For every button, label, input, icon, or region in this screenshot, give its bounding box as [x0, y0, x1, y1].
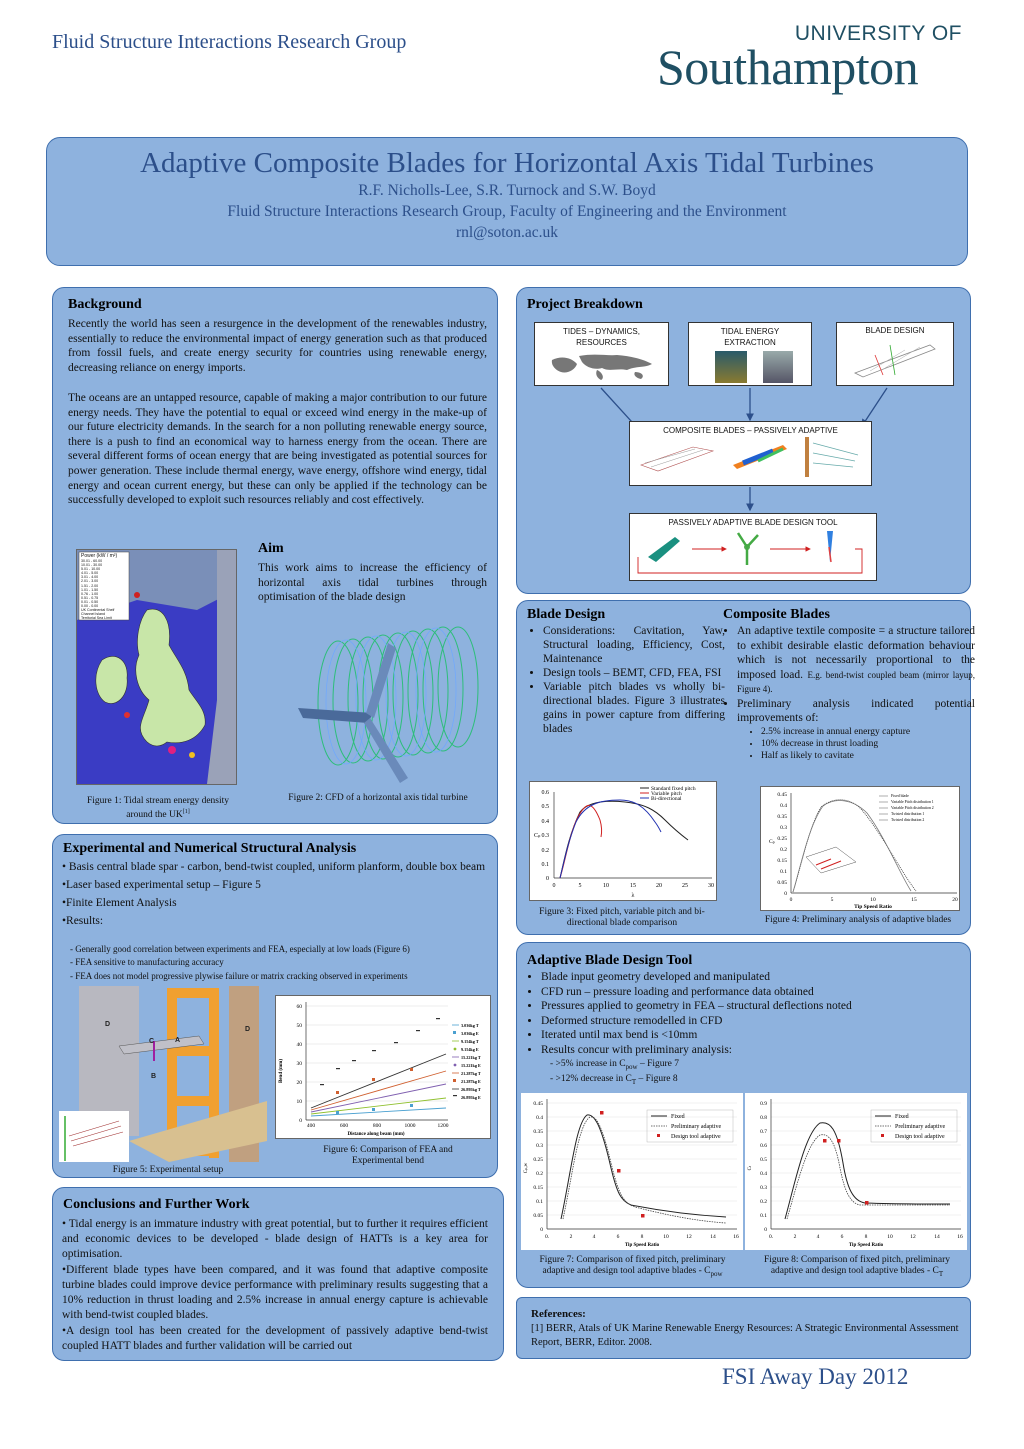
fig8-xtick: 16: [957, 1234, 963, 1240]
fig6-xtick: 1200: [437, 1123, 449, 1129]
map-legend-item: 2.01 - 3.00: [81, 579, 99, 584]
figure-8-caption: [751, 1255, 963, 1280]
fig6-ylabel: Bend (mm): [279, 1058, 284, 1084]
experimental-sub-item: - Generally good correlation between experiments and FEA, especially at low loads (Figure 6): [70, 944, 410, 954]
fig8-xtick: 2: [793, 1234, 797, 1240]
figure-5-setup: [59, 986, 267, 1162]
fig8-xtick: 4: [816, 1234, 820, 1240]
adaptive-tool-panel: [516, 942, 971, 1288]
fig3-ytick: 0.3: [541, 833, 549, 839]
fig6-legend: 3.036kg T: [461, 1023, 479, 1028]
figure-3-caption: Figure 3: Fixed pitch, variable pitch and bi-directional blade comparison: [539, 907, 705, 928]
fig4-legend: Variable Pitch distribution 1: [891, 800, 934, 804]
conclusions-item: •Different blade types have been compared, and it was found that adaptive composite turbine blades could improve device performance with preliminary results suggesting that a 10% reduction in thrust loading and 2.5% increase in annual energy capture is achievable with bend-twist coupled blades.: [62, 1264, 488, 1321]
fig7-xtick: 6: [616, 1234, 620, 1240]
figure-4-caption: Figure 4: Preliminary analysis of adaptive blades: [764, 915, 952, 925]
fig7-legend: Fixed: [671, 1114, 685, 1120]
fig8-ytick: 0.4: [760, 1171, 767, 1177]
figure-6-chart: [275, 995, 491, 1139]
map-legend-item: 0.51 - 0.75: [81, 595, 99, 600]
box-composite-label: COMPOSITE BLADES – PASSIVELY ADAPTIVE: [663, 426, 838, 435]
fig7-ytick: 0.2: [536, 1171, 543, 1177]
fig6-legend: 15.221kg T: [461, 1055, 481, 1060]
experimental-sub-item: - FEA sensitive to manufacturing accuracy: [70, 957, 224, 968]
blade-design-heading: Blade Design: [527, 607, 606, 622]
adaptive-tool-sub-item-post: – Figure 8: [636, 1073, 678, 1084]
fig7-ytick: 0.45: [533, 1101, 543, 1107]
box-design-tool: [629, 513, 877, 581]
composite-item-text: Preliminary analysis indicated potential improvements of:: [737, 697, 975, 724]
map-legend-item: UK Continental Shelf: [81, 608, 115, 613]
conclusions-heading: Conclusions and Further Work: [63, 1197, 250, 1212]
composite-item-small: E.g. bend-twist coupled beam (mirror layup, Figure 4).: [737, 669, 975, 694]
fig6-legend: 9.154kg E: [461, 1047, 479, 1052]
fig6-xlabel: Distance along beam (mm): [347, 1132, 405, 1137]
figure-8-chart: [745, 1093, 967, 1250]
fig3-legend-2: Variable pitch: [651, 791, 682, 797]
adaptive-tool-sub-item-post: – Figure 7: [637, 1059, 680, 1069]
fig3-ylabel: Cₚ: [534, 833, 541, 839]
blade-design-item: [543, 666, 725, 680]
adaptive-tool-sub-item-text: - >5% increase in C: [550, 1059, 626, 1069]
fig3-legend-1: Standard fixed pitch: [651, 786, 696, 792]
experimental-item: •Results:: [62, 915, 104, 927]
setup-label-b: B: [151, 1073, 157, 1080]
figure-1-caption: [73, 796, 243, 821]
fig4-xtick: 20: [952, 897, 958, 903]
fig7-xtick: 12: [686, 1234, 692, 1240]
design-tool-loop: [630, 527, 876, 577]
map-legend-item: 0.00 - 0.00: [81, 604, 99, 609]
fig8-svg: [745, 1093, 967, 1250]
fig4-ytick: 0.05: [777, 880, 787, 886]
fig3-ytick: 0: [546, 876, 549, 882]
fig8-xtick: 0.: [768, 1234, 774, 1240]
fig7-ytick: 0: [540, 1227, 543, 1233]
cfd-turbine-graphic: [278, 613, 488, 791]
fig4-legend: Twisted distribution 2: [891, 818, 925, 822]
fig7-xtick: 2: [569, 1234, 573, 1240]
setup-label-c: C: [149, 1038, 155, 1045]
fig7-ytick: 0.35: [533, 1129, 543, 1135]
fig3-xtick: 25: [682, 883, 688, 889]
background-para1: Recently the world has seen a resurgence in the development of the renewables industry, essentially to reduce the environmental impact of energy generation such as that produced from fossil fuels, and create energy security for countries using renewable energy, decreasing reliance on energy imports.: [68, 318, 487, 374]
fig7-xtick: 10: [663, 1234, 669, 1240]
composite-blade-images: [633, 435, 869, 479]
fig4-ytick: 0.1: [780, 869, 787, 875]
fig7-ytick: 0.05: [533, 1213, 543, 1219]
fig4-xlabel: Tip Speed Ratio: [854, 904, 892, 910]
box-blade-design-label: BLADE DESIGN: [865, 326, 925, 335]
fig8-ytick: 0.8: [760, 1115, 767, 1121]
fig7-ytick: 0.4: [536, 1115, 543, 1121]
background-panel: [52, 287, 498, 824]
event-footer: FSI Away Day 2012: [722, 1364, 909, 1389]
blade-design-list: [529, 624, 725, 736]
group-name: Fluid Structure Interactions Research Group: [52, 31, 407, 53]
map-legend-item: Territorial Sea Limit: [81, 616, 112, 621]
fig6-ytick: 30: [296, 1061, 302, 1067]
fig8-xtick: 10: [887, 1234, 893, 1240]
figure-4-chart: [760, 786, 960, 911]
blade-design-item: [543, 680, 725, 736]
blade-sketch-icon: [845, 335, 945, 379]
adaptive-tool-sub-list: [550, 1058, 679, 1088]
map-legend-item: 3.01 - 4.00: [81, 575, 99, 580]
fig6-xtick: 800: [372, 1123, 382, 1129]
adaptive-tool-sub-item-sub: T: [631, 1077, 637, 1086]
fig6-legend: 21.287kg T: [461, 1071, 481, 1076]
adaptive-tool-item-text: Results concur with preliminary analysis:: [541, 1043, 732, 1056]
adaptive-tool-item: [541, 999, 976, 1014]
map-legend-title: Power (kW / m²): [81, 553, 118, 559]
adaptive-tool-item: [541, 985, 976, 1000]
background-heading: Background: [68, 297, 142, 312]
adaptive-tool-item: [541, 1014, 976, 1029]
fig4-legend: Variable Pitch distribution 2: [891, 806, 934, 810]
fig7-legend: Preliminary adaptive: [671, 1124, 722, 1130]
map-legend-item: 1.51 - 2.00: [81, 583, 99, 588]
fig3-svg: [530, 782, 716, 900]
aim-heading: Aim: [258, 541, 284, 556]
experimental-panel: [52, 834, 498, 1178]
figure-3-chart: [529, 781, 717, 901]
fig8-xlabel: Tip Speed Ratio: [848, 1243, 884, 1248]
fig3-xtick: 30: [708, 883, 714, 889]
poster-title: Adaptive Composite Blades for Horizontal Axis Tidal Turbines: [140, 147, 874, 179]
figure-7-caption-text: Figure 7: Comparison of fixed pitch, preliminary adaptive and design tool adaptive blades - C: [539, 1255, 726, 1276]
fig4-ytick: 0.45: [777, 792, 787, 798]
adaptive-tool-item: [541, 1043, 976, 1058]
fig7-xlabel: Tip Speed Ratio: [624, 1243, 660, 1248]
adaptive-tool-item-text: CFD run – pressure loading and performance data obtained: [541, 985, 814, 998]
fig4-xtick: 10: [870, 897, 876, 903]
fig3-xtick: 20: [656, 883, 662, 889]
composite-blades-list: [723, 624, 975, 762]
adaptive-tool-item-text: Iterated until max bend is <10mm: [541, 1029, 698, 1042]
figure-7-caption: [525, 1255, 740, 1280]
fig4-ytick: 0.4: [780, 803, 787, 809]
adaptive-tool-list: [527, 970, 976, 1058]
fig3-xtick: 15: [630, 883, 636, 889]
fig8-ytick: 0.3: [760, 1185, 767, 1191]
references-heading: References:: [531, 1308, 586, 1320]
fig7-xtick: 4: [592, 1234, 596, 1240]
box-tides: [534, 322, 669, 386]
fig4-xtick: 0: [789, 897, 793, 903]
blade-design-item-text: Considerations: Cavitation, Yaw, Structural loading, Efficiency, Cost, Maintenance: [543, 625, 725, 665]
fig8-ytick: 0.5: [760, 1157, 767, 1163]
setup-label-d2: D: [245, 1026, 251, 1033]
authors: R.F. Nicholls-Lee, S.R. Turnock and S.W. Boyd: [358, 182, 656, 199]
map-legend: [81, 559, 127, 620]
project-breakdown-heading: Project Breakdown: [527, 297, 643, 312]
map-legend-item: 4.01 - 5.00: [81, 571, 99, 576]
fig8-legend: Preliminary adaptive: [895, 1124, 946, 1130]
conclusions-list: [62, 1217, 488, 1354]
conclusions-item: •A design tool has been created for the development of passively adaptive bend-twist coupled HATT blades and further validation will be carried out: [62, 1325, 488, 1352]
affiliation: Fluid Structure Interactions Research Group, Faculty of Engineering and the Environment: [227, 203, 787, 220]
fig4-ytick: 0.2: [780, 847, 787, 853]
fig6-legend: 9.154kg T: [461, 1039, 479, 1044]
experimental-item: • Basis central blade spar - carbon, bend-twist coupled, uniform planform, double box beam: [62, 861, 486, 873]
fig7-ytick: 0.15: [533, 1185, 543, 1191]
fig3-xlabel: λ: [631, 893, 635, 899]
title-panel: [46, 137, 968, 266]
experimental-heading: Experimental and Numerical Structural Analysis: [63, 841, 357, 856]
fig4-ylabel: Cₚ: [769, 839, 776, 845]
fig3-xtick: 0: [552, 883, 556, 889]
adaptive-tool-item-text: Pressures applied to geometry in FEA – structural deflections noted: [541, 1000, 852, 1013]
fig4-ytick: 0.35: [777, 814, 787, 820]
fig7-ytick: 0.1: [536, 1199, 543, 1205]
fig7-ytick: 0.25: [533, 1157, 543, 1163]
fig6-ytick: 10: [296, 1099, 302, 1105]
composite-sub-item-text: 2.5% increase in annual energy capture: [761, 726, 911, 737]
turbine-photo-2: [763, 351, 793, 383]
box-tidal-energy: [688, 322, 812, 386]
adaptive-tool-heading: Adaptive Blade Design Tool: [527, 953, 693, 968]
fig3-ytick: 0.5: [541, 804, 549, 810]
fig8-ytick: 0.9: [760, 1101, 767, 1107]
fig6-legend: 26.895kg E: [461, 1095, 481, 1100]
background-para2: The oceans are an untapped resource, capable of making a major contribution to our future energy needs. They have the potential to equal or exceed wind energy in the make-up of our future electricity demands. In the search for a non polluting renewable energy source, there is a push to find an economical way to harness energy from the ocean. There are several different forms of ocean energy that are being investigated as potential sources for power generation. These include thermal energy, wave energy, offshore wind energy, tidal energy and ocean current energy, but these can only be applied if the technology can be successfully developed to exploit such resources reliably and cost effectively.: [68, 392, 487, 507]
conclusions-panel: [52, 1187, 504, 1361]
map-legend-item: 5.01 - 10.00: [81, 567, 101, 572]
adaptive-tool-item-text: Blade input geometry developed and manipulated: [541, 971, 770, 983]
experimental-item: •Laser based experimental setup – Figure 5: [62, 879, 261, 891]
fig4-xtick: 5: [830, 897, 834, 903]
fig3-ytick: 0.1: [541, 862, 549, 868]
box-design-tool-label: PASSIVELY ADAPTIVE BLADE DESIGN TOOL: [668, 518, 838, 527]
fig7-xtick: 8: [640, 1234, 644, 1240]
map-legend-item: 1.01 - 1.50: [81, 587, 99, 592]
map-legend-item: 30.01 - 60.00: [81, 559, 103, 563]
fig3-ytick: 0.4: [541, 819, 549, 825]
box-composite-blades: [629, 421, 872, 486]
fig7-xtick: 16: [733, 1234, 739, 1240]
fig4-ytick: 0: [784, 891, 787, 897]
fig8-ytick: 0.6: [760, 1143, 767, 1149]
fig6-ytick: 20: [296, 1080, 302, 1086]
experimental-sub-list: [70, 943, 495, 983]
fig4-svg: [761, 787, 959, 910]
blade-design-item-text: Design tools – BEMT, CFD, FEA, FSI: [543, 667, 722, 679]
adaptive-tool-sub-item-sub: pow: [625, 1062, 638, 1071]
fig4-ytick: 0.25: [777, 836, 787, 842]
tidal-energy-map: [76, 549, 237, 785]
fig8-legend: Design tool adaptive: [895, 1134, 945, 1140]
university-logo-line1: UNIVERSITY OF: [794, 22, 962, 45]
fig8-ytick: 0.1: [760, 1213, 767, 1219]
composite-item-text: An adaptive textile composite = a structure tailored to exhibit desirable elastic deformation behaviour which is not necessarily proportional to the imposed load.: [737, 625, 975, 681]
box-blade-design: [836, 322, 954, 386]
conclusions-item: • Tidal energy is an immature industry with great potential, but to further it requires efficient and economic devices to be developed - blade design of HATTs is a key area for optimisation.: [62, 1218, 488, 1260]
fig6-ytick: 60: [296, 1004, 302, 1010]
composite-item: [737, 697, 975, 762]
fig7-ylabel: Cₚₒw: [524, 1162, 529, 1174]
adaptive-tool-sub-item-text: - >12% decrease in C: [550, 1073, 632, 1084]
fig4-ytick: 0.15: [777, 858, 787, 864]
fig3-ytick: 0.6: [541, 790, 549, 796]
fig4-legend: Twisted distribution 1: [891, 812, 925, 816]
map-legend-item: 0.01 - 0.50: [81, 599, 99, 604]
fig8-ylabel: Cₜ: [748, 1165, 753, 1171]
fig8-xtick: 8: [864, 1234, 868, 1240]
map-legend-item: 0.76 - 1.00: [81, 591, 99, 596]
university-logo: [655, 20, 970, 98]
fig3-xtick: 10: [603, 883, 609, 889]
fig6-legend: 21.287kg E: [461, 1079, 481, 1084]
fig6-svg: [276, 996, 490, 1138]
fig8-legend: Fixed: [895, 1114, 909, 1120]
aim-text: This work aims to increase the efficiency of horizontal axis tidal turbines through optimisation of the blade design: [258, 562, 487, 603]
email: rnl@soton.ac.uk: [455, 224, 559, 241]
fig8-ytick: 0: [764, 1227, 767, 1233]
map-legend-item: Channel Island: [81, 612, 105, 617]
composite-sub-item-text: Half as likely to cavitate: [761, 750, 854, 761]
figure-6-caption: Figure 6: Comparison of FEA and Experimental bend: [323, 1145, 453, 1166]
fig4-ytick: 0.3: [780, 825, 787, 831]
adaptive-tool-sub-item: [550, 1058, 679, 1073]
fig7-xtick: 0.: [544, 1234, 550, 1240]
blade-design-panel: [516, 600, 975, 935]
references-panel: [516, 1297, 971, 1359]
setup-label-a: A: [175, 1037, 181, 1044]
fig4-xtick: 15: [911, 897, 917, 903]
reference-1: [1] BERR, Atals of UK Marine Renewable Energy Resources: A Strategic Environmental Assessment Report, BERR, Editor. 2008.: [531, 1323, 959, 1348]
fig7-svg: [521, 1093, 743, 1250]
experimental-item: •Finite Element Analysis: [62, 897, 177, 909]
composite-sub-item-text: 10% decrease in thrust loading: [761, 738, 879, 749]
figure-1-caption-text: Figure 1: Tidal stream energy density around the UK: [86, 796, 230, 821]
cfd-turbine-image: [278, 613, 488, 791]
experimental-list: [62, 860, 492, 929]
fig7-xtick: 14: [710, 1234, 716, 1240]
composite-blades-heading: Composite Blades: [723, 607, 830, 622]
composite-item: [737, 624, 975, 697]
composite-sub-item: [761, 738, 975, 750]
blade-design-item-text: Variable pitch blades vs wholly bi-directional blades. Figure 3 illustrates gains in power capture from differing blades: [543, 681, 725, 735]
box-tidal-energy-label: TIDAL ENERGY EXTRACTION: [720, 327, 780, 347]
fig7-ytick: 0.3: [536, 1143, 543, 1149]
fig5-svg: [59, 986, 267, 1162]
fig6-legend: 26.895kg T: [461, 1087, 481, 1092]
world-map-icon: [547, 350, 657, 380]
adaptive-tool-item: [541, 970, 976, 985]
figure-5-caption: Figure 5: Experimental setup: [112, 1165, 224, 1175]
fig8-xtick: 6: [840, 1234, 844, 1240]
university-logo-line2: Southampton: [657, 39, 919, 95]
fig6-legend: 3.036kg E: [461, 1031, 479, 1036]
fig8-ytick: 0.2: [760, 1199, 767, 1205]
fig3-legend-3: Bi-directional: [651, 796, 682, 802]
fig6-xtick: 600: [339, 1123, 349, 1129]
map-legend-item: 10.01 - 30.00: [81, 563, 103, 568]
turbine-photo-1: [715, 351, 747, 383]
adaptive-tool-sub-item: [550, 1073, 679, 1088]
figure-8-caption-text: Figure 8: Comparison of fixed pitch, preliminary adaptive and design tool adaptive blades - C: [763, 1255, 950, 1276]
box-tides-label: TIDES – DYNAMICS, RESOURCES: [563, 327, 640, 347]
figure-2-caption: Figure 2: CFD of a horizontal axis tidal turbine: [288, 793, 468, 803]
adaptive-tool-item: [541, 1028, 976, 1043]
fig3-ytick: 0.2: [541, 848, 549, 854]
fig6-ytick: 40: [296, 1042, 302, 1048]
blade-design-item: [543, 624, 725, 666]
fig4-legend: Fixed blade: [891, 794, 909, 798]
figure-8-caption-sub: T: [938, 1269, 944, 1278]
figure-7-chart: [521, 1093, 743, 1250]
fig3-xtick: 5: [578, 883, 582, 889]
fig6-ytick: 0: [299, 1118, 302, 1124]
figure-1-ref: [1]: [182, 809, 190, 815]
fig6-xtick: 400: [306, 1123, 316, 1129]
fig8-ytick: 0.7: [760, 1129, 767, 1135]
composite-sub-item: [761, 726, 975, 738]
fig7-legend: Design tool adaptive: [671, 1134, 721, 1140]
composite-sub-item: [761, 750, 975, 762]
figure-7-caption-sub: pow: [710, 1269, 723, 1278]
fig6-ytick: 50: [296, 1023, 302, 1029]
fig6-xtick: 1000: [404, 1123, 416, 1129]
fig8-xtick: 14: [934, 1234, 940, 1240]
adaptive-tool-item-text: Deformed structure remodelled in CFD: [541, 1014, 723, 1027]
project-breakdown-panel: [516, 287, 971, 594]
fig6-legend: 15.221kg E: [461, 1063, 481, 1068]
experimental-sub-item: - FEA does not model progressive plywise failure or matrix cracking observed in experiments: [70, 970, 408, 981]
setup-label-d1: D: [105, 1021, 111, 1028]
fig8-xtick: 12: [910, 1234, 916, 1240]
